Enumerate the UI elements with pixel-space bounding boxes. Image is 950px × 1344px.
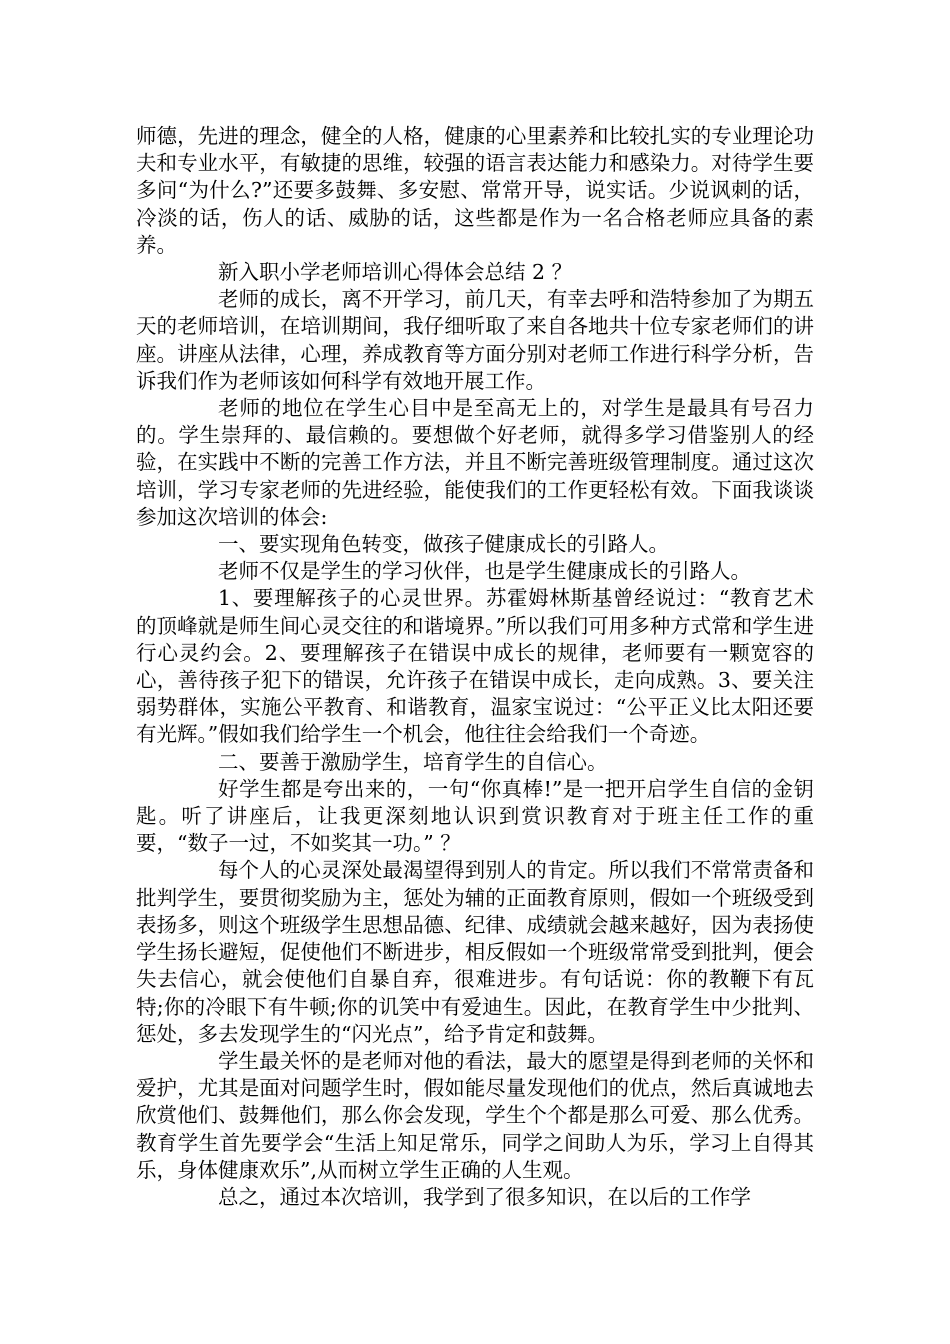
paragraph: 师德，先进的理念，健全的人格，健康的心里素养和比较扎实的专业理论功夫和专业水平，有敏捷的思维，较强的语言表达能力和感染力。对待学生要多问“为什么?”还要多鼓舞、多安慰、常常开导，说实话。少说讽刺的话，冷淡的话，伤人的话、威胁的话，这些都是作为一名合格老师应具备的素养。 (136, 124, 814, 257)
section-heading: 新入职小学老师培训心得体会总结 2 ？ (218, 260, 573, 285)
paragraph: 好学生都是夸出来的，一句“你真棒!”是一把开启学生自信的金钥匙。听了讲座后，让我更深刻地认识到赏识教育对于班主任工作的重要，“数子一过，不如奖其一功。” ？ (136, 776, 814, 856)
paragraph: 老师的地位在学生心目中是至高无上的，对学生是最具有号召力的。学生崇拜的、最信赖的。要想做个好老师，就得多学习借鉴别人的经验，在实践中不断的完善工作方法，并且不断完善班级管理制度。通过这次培训，学习专家老师的先进经验，能使我们的工作更轻松有效。下面我谈谈参加这次培训的体会: (136, 396, 814, 529)
section-heading: 一、要实现角色转变，做孩子健康成长的引路人。 (218, 532, 669, 557)
paragraph: 每个人的心灵深处最渴望得到别人的肯定。所以我们不常常责备和批判学生，要贯彻奖励为主，惩处为辅的正面教育原则，假如一个班级受到表扬多，则这个班级学生思想品德、纪律、成绩就会越来越好，因为表扬使学生扬长避短，促使他们不断进步，相反假如一个班级常常受到批判，便会失去信心，就会使他们自暴自弃，很难进步。有句话说：你的教鞭下有瓦特;你的冷眼下有牛顿;你的讥笑中有爱迪生。因此，在教育学生中少批判、惩处，多去发现学生的“闪光点”，给予肯定和鼓舞。 (136, 858, 814, 1046)
paragraph: 总之，通过本次培训，我学到了很多知识，在以后的工作学 (218, 1184, 751, 1209)
section-heading: 二、要善于激励学生，培育学生的自信心。 (218, 749, 608, 774)
body-text (136, 123, 814, 1211)
paragraph: 学生最关怀的是老师对他的看法，最大的愿望是得到老师的关怀和爱护，尤其是面对问题学生时，假如能尽量发现他们的优点，然后真诚地去欣赏他们、鼓舞他们，那么你会发现，学生个个都是那么可爱、那么优秀。教育学生首先要学会“生活上知足常乐，同学之间助人为乐，学习上自得其乐，身体健康欢乐”,从而树立学生正确的人生观。 (136, 1048, 814, 1182)
paragraph: 老师不仅是学生的学习伙伴，也是学生健康成长的引路人。 (218, 559, 751, 584)
paragraph: 老师的成长，离不开学习，前几天，有幸去呼和浩特参加了为期五天的老师培训，在培训期间，我仔细听取了来自各地共十位专家老师们的讲座。讲座从法律，心理，养成教育等方面分别对老师工作进行科学分析，告诉我们作为老师该如何科学有效地开展工作。 (136, 287, 814, 393)
paragraph: 1、要理解孩子的心灵世界。苏霍姆林斯基曾经说过：“教育艺术的顶峰就是师生间心灵交往的和谐境界。”所以我们可用多种方式常和学生进行心灵约会。2、要理解孩子在错误中成长的规律，老师要有一颗宽容的心，善待孩子犯下的错误，允许孩子在错误中成长，走向成熟。3、要关注弱势群体，实施公平教育、和谐教育，温家宝说过：“公平正义比太阳还要有光辉。”假如我们给学生一个机会，他往往会给我们一个奇迹。 (136, 586, 814, 747)
